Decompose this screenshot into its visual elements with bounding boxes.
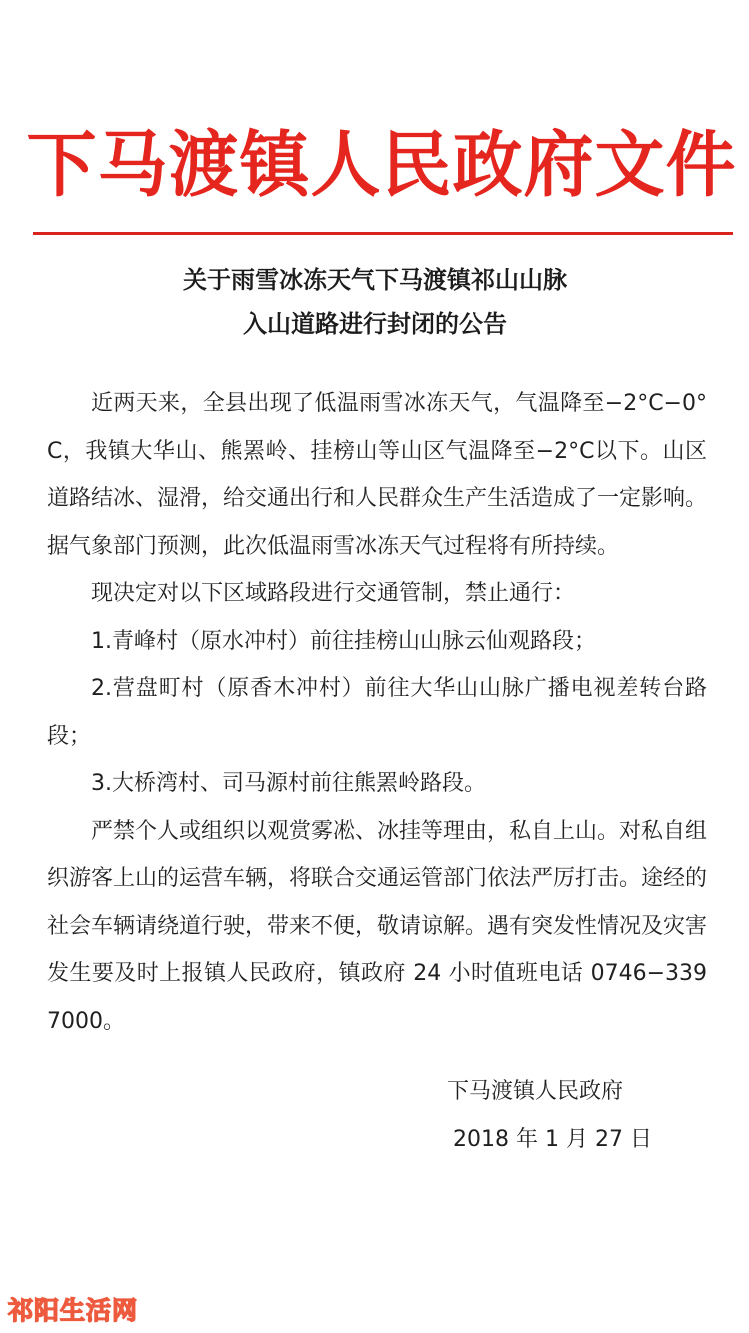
issue-date: 2018 年 1 月 27 日 — [453, 1127, 652, 1152]
signature-block — [447, 1068, 687, 1164]
notice-subject — [40, 258, 710, 346]
closed-road-item-2: 2.营盘町村（原香木冲村）前往大华山山脉广播电视差转台路段； — [47, 676, 707, 749]
subject-line-1: 关于雨雪冰冻天气下马渡镇祁山山脉 — [183, 266, 567, 294]
paragraph-background: 近两天来，全县出现了低温雨雪冰冻天气，气温降至−2°C−0°C，我镇大华山、熊罴岭、挂榜山等山区气温降至−2°C以下。山区道路结冰、湿滑，给交通出行和人民群众生产生活造成了一定影响。据气象部门预测，此次低温雨雪冰冻天气过程将有所持续。 — [47, 391, 708, 559]
document-header — [26, 112, 737, 218]
issuing-authority-title: 下马渡镇人民政府文件 — [26, 123, 737, 207]
watermark-text: 祁阳生活网 — [8, 1296, 139, 1325]
closed-road-item-3: 3.大桥湾村、司马源村前往熊罴岭路段。 — [91, 771, 486, 796]
site-watermark-logo — [8, 1290, 138, 1328]
notice-body — [47, 380, 707, 1045]
red-divider-line — [33, 232, 733, 235]
closed-road-item-1: 1.青峰村（原水冲村）前往挂榜山山脉云仙观路段； — [91, 628, 596, 654]
paragraph-prohibition: 严禁个人或组织以观赏雾凇、冰挂等理由，私自上山。对私自组织游客上山的运营车辆，将联合交通运管部门依法严厉打击。途经的社会车辆请绕道行驶，带来不便，敬请谅解。遇有突发性情况及灾害发生要及时上报镇人民政府，镇政府 24 小时值班电话 0746−3397000。 — [47, 818, 708, 1034]
subject-line-2: 入山道路进行封闭的公告 — [243, 310, 507, 338]
paragraph-decision: 现决定对以下区域路段进行交通管制，禁止通行： — [91, 581, 576, 606]
signing-organization: 下马渡镇人民政府 — [447, 1079, 624, 1104]
